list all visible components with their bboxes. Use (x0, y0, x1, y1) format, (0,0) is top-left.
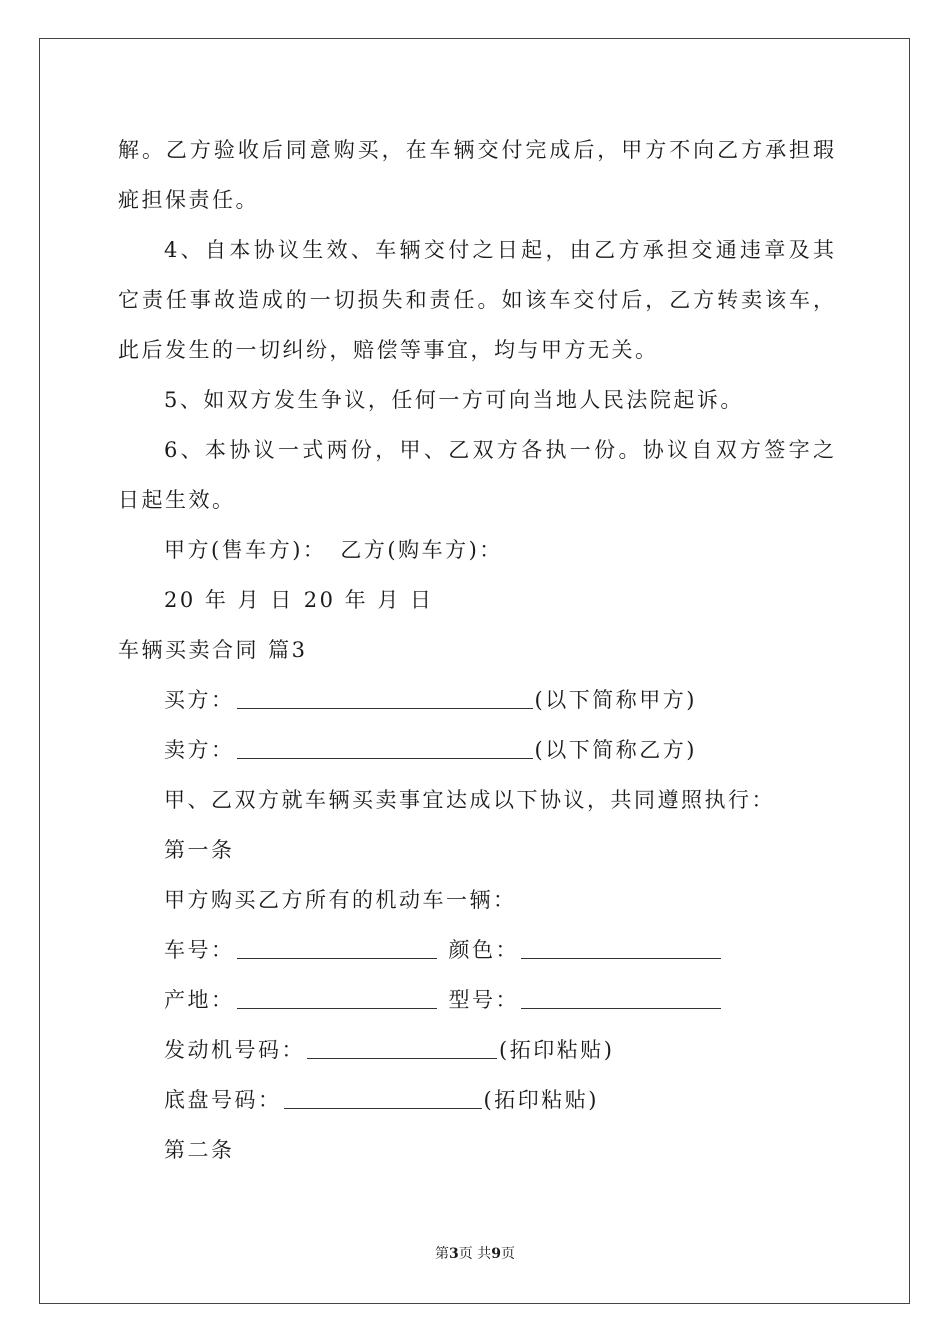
paragraph-line: 5、如双方发生争议，任何一方可向当地人民法院起诉。 (164, 388, 744, 412)
page-border (39, 38, 910, 1304)
engine-line (164, 1036, 614, 1064)
page-total: 9 (491, 1246, 501, 1262)
origin-blank[interactable] (237, 988, 437, 1009)
paragraph-line: 日起生效。 (118, 488, 236, 512)
model-label: 型号： (448, 988, 519, 1012)
seller-line (164, 736, 697, 764)
buyer-line (164, 686, 697, 714)
engine-label: 发动机号码： (164, 1038, 305, 1062)
date-line (164, 586, 434, 614)
agreement-intro: 甲、乙双方就车辆买卖事宜达成以下协议，共同遵照执行： (164, 788, 775, 812)
article-heading: 第二条 (164, 1138, 235, 1162)
page-suffix: 页 (500, 1246, 515, 1262)
plate-blank[interactable] (237, 938, 437, 959)
party-b-sign-label: 乙方(购车方)： (340, 538, 503, 562)
chassis-blank[interactable] (284, 1088, 482, 1109)
paragraph-line: 疵担保责任。 (118, 188, 259, 212)
page-current: 3 (449, 1246, 459, 1262)
chassis-suffix: (拓印粘贴) (483, 1088, 599, 1112)
engine-suffix: (拓印粘贴) (499, 1038, 615, 1062)
seller-suffix: (以下简称乙方) (534, 738, 697, 762)
page-footer (0, 1245, 950, 1263)
paragraph-line: 它责任事故造成的一切损失和责任。如该车交付后，乙方转卖该车， (118, 288, 834, 312)
paragraph-line: 解。乙方验收后同意购买，在车辆交付完成后，甲方不向乙方承担瑕 (118, 138, 834, 162)
plate-color-line (164, 936, 723, 964)
origin-model-line (164, 986, 723, 1014)
party-b-date: 20 年 月 日 (303, 588, 434, 612)
paragraph-line: 此后发生的一切纠纷，赔偿等事宜，均与甲方无关。 (118, 338, 659, 362)
color-blank[interactable] (521, 938, 721, 959)
paragraph-line: 4、自本协议生效、车辆交付之日起，由乙方承担交通违章及其 (164, 238, 834, 262)
seller-blank[interactable] (237, 738, 533, 759)
vehicle-intro: 甲方购买乙方所有的机动车一辆： (164, 888, 517, 912)
chassis-label: 底盘号码： (164, 1088, 282, 1112)
buyer-blank[interactable] (237, 688, 533, 709)
origin-label: 产地： (164, 988, 235, 1012)
section-title: 车辆买卖合同 篇3 (118, 638, 308, 662)
party-a-date: 20 年 月 日 (164, 588, 294, 612)
seller-label: 卖方： (164, 738, 235, 762)
article-heading: 第一条 (164, 838, 235, 862)
buyer-label: 买方： (164, 688, 235, 712)
buyer-suffix: (以下简称甲方) (534, 688, 697, 712)
plate-label: 车号： (164, 938, 235, 962)
paragraph-line: 6、本协议一式两份，甲、乙双方各执一份。协议自双方签字之 (164, 438, 834, 462)
page-mid: 页 共 (458, 1246, 492, 1262)
page-prefix: 第 (435, 1246, 450, 1262)
chassis-line (164, 1086, 599, 1114)
color-label: 颜色： (448, 938, 519, 962)
signature-line (164, 536, 503, 564)
model-blank[interactable] (521, 988, 721, 1009)
party-a-sign-label: 甲方(售车方)： (164, 538, 327, 562)
engine-blank[interactable] (307, 1038, 497, 1059)
